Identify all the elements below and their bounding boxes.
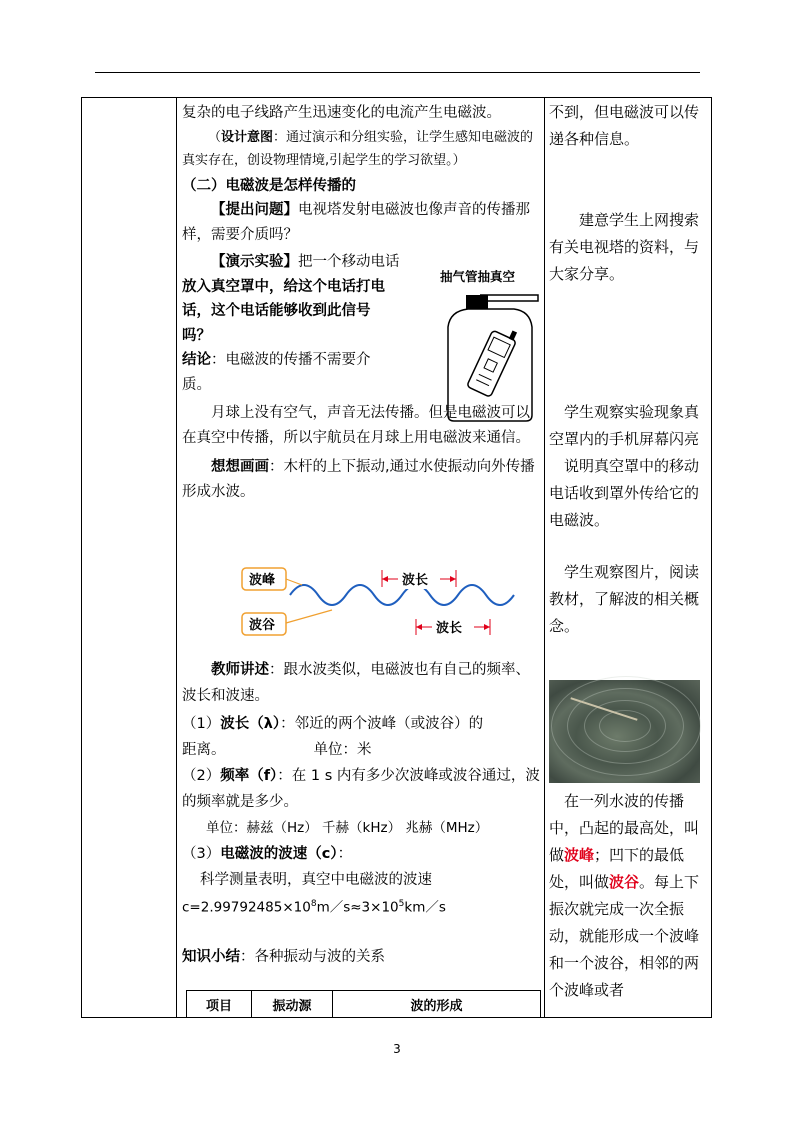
paragraph: 复杂的电子线路产生迅速变化的电流产生电磁波。 [182,105,501,121]
side-column-lower [549,788,709,1004]
wavelength-label-bottom: 波长 [436,621,463,636]
vacuum-jar-figure [440,265,540,425]
trough-label: 波谷 [249,618,276,633]
conclusion-line: 质。 [182,376,211,393]
side-column [549,97,709,640]
demo-line: 放入真空罩中，给这个电话打电 [182,278,385,295]
page-number: 3 [393,1042,401,1056]
demo: 【演示实验】把一个移动电话 [211,254,400,270]
wavelength-label-top: 波长 [402,573,429,588]
summary: 知识小结：各种振动与波的关系 [182,948,385,965]
imagine-paragraph: 想想画画：木杆的上下振动,通过水使振动向外传播形成水波。 [182,459,535,500]
speed-formula: $c=2.99792485\times 10^8m/s\approx 3\times 10^5km/s$ [182,899,446,916]
speed-text: 科学测量表明，真空中电磁波的波速 [200,872,432,888]
column-divider [544,97,545,1018]
moon-paragraph: 月球上没有空气，声音无法传播。但是电磁波可以在真空中传播，所以宇航员在月球上用电磁波来通信。 [182,405,530,446]
side-note: 学生观察图片，阅读教材，了解波的相关概念。 [549,563,700,635]
side-note: 说明真空罩中的移动电话收到罩外传给它的电磁波。 [549,457,700,529]
wavelength-unit-line: 距离。 单位：米 [182,742,372,758]
table-header: 振动源 [252,991,333,1018]
teacher-talk: 教师讲述：跟水波类似，电磁波也有自己的频率、波长和波速。 [182,662,530,704]
table-header: 波的形成 [333,991,541,1018]
side-note: 建意学生上网搜索有关电视塔的资料，与大家分享。 [549,211,700,283]
header-rule [95,72,700,73]
conclusion: 结论：电磁波的传播不需要介 [182,352,371,368]
column-divider [176,97,177,1018]
frequency-units: 单位：赫兹（Hz） 千赫（kHz） 兆赫（MHz） [206,820,489,836]
wavelength-def: （1）波长（λ）：邻近的两个波峰（或波谷）的 [182,716,484,732]
side-note: 不到，但电磁波可以传递各种信息。 [549,103,700,148]
wave-diagram [240,565,515,640]
crest-trough-note: 在一列水波的传播中，凸起的最高处，叫做波峰；凹下的最低处，叫做波谷。每上下振次就完成一次全振动，就能形成一个波峰和一个波谷，相邻的两个波峰或者 [549,792,700,999]
water-ripple-photo [549,680,700,783]
demo-line: 吗？ [182,327,211,344]
crest-label: 波峰 [249,573,276,588]
design-intent: （设计意图：通过演示和分组实验，让学生感知电磁波的真实存在，创设物理情境,引起学生的学习欲望。） [182,129,534,168]
table-header-row [187,991,541,1018]
table-header: 项目 [187,991,252,1018]
section-heading: （二）电磁波是怎样传播的 [182,177,356,194]
main-column-lower [182,657,544,969]
demo-line: 话，这个电话能够收到此信号 [182,303,371,319]
pump-label: 抽气管抽真空 [440,269,516,284]
summary-table [186,990,541,1018]
side-note: 学生观察实验现象真空罩内的手机屏幕闪亮 [549,403,700,448]
frequency-def: （2）频率（f）：在 1 s 内有多少次波峰或波谷通过，波的频率就是多少。 [182,768,540,810]
speed-def: （3）电磁波的波速（c）： [182,846,353,862]
phone-icon [467,323,520,397]
question: 【提出问题】电视塔发射电磁波也像声音的传播那样，需要介质吗？ [182,202,530,243]
